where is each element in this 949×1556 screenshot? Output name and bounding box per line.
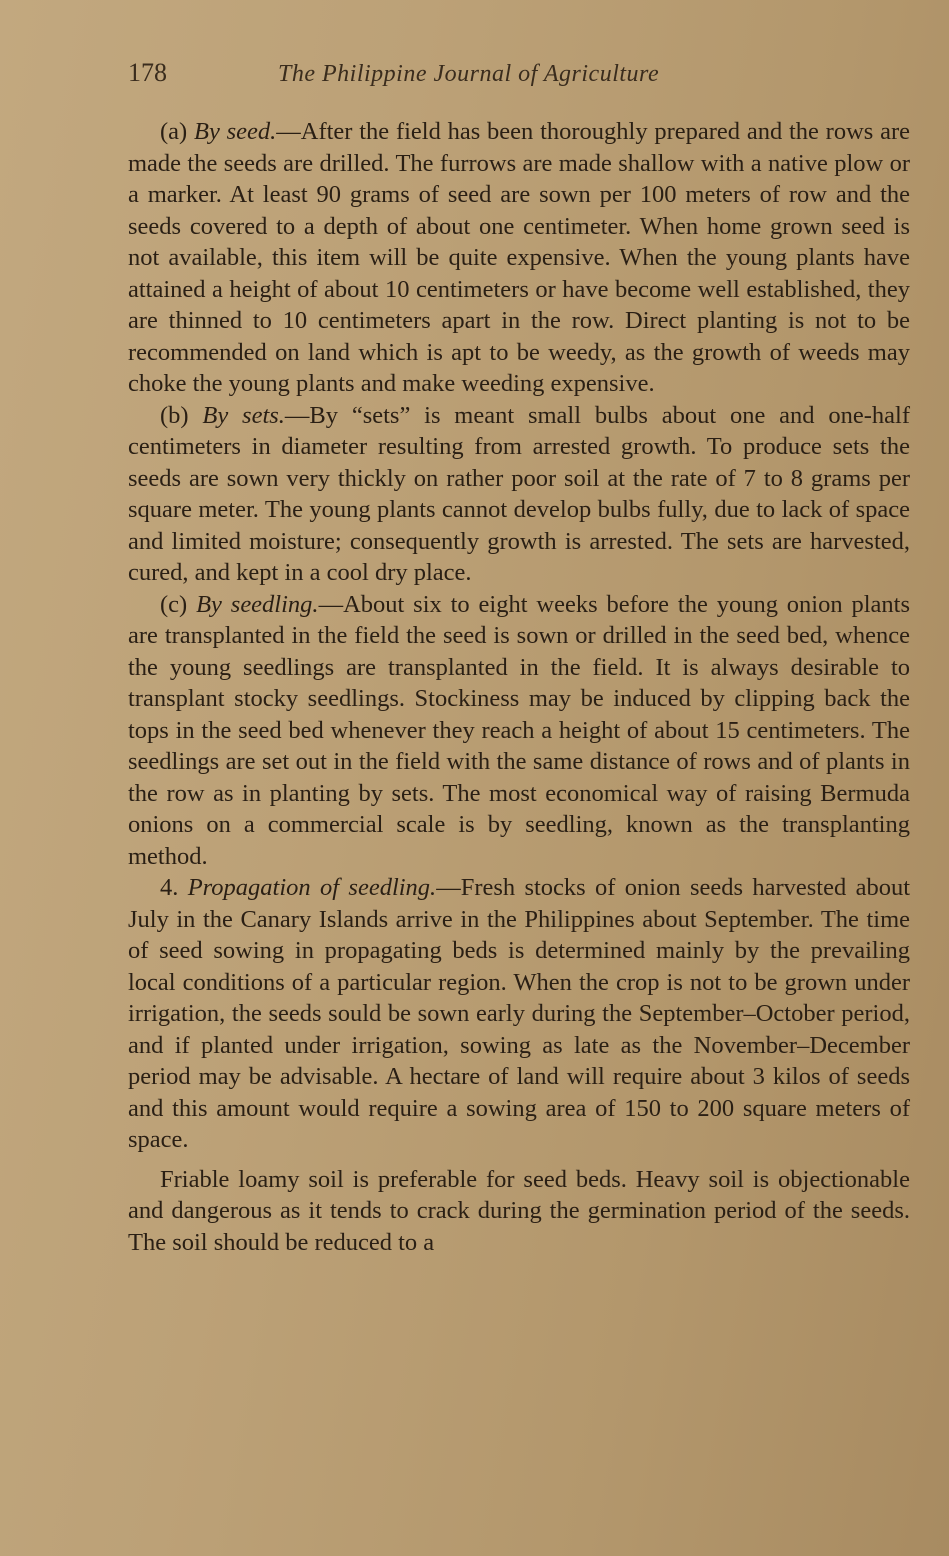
paragraph-heading: By seedling. (196, 590, 319, 618)
paragraph-heading: Propagation of seedling. (187, 874, 437, 901)
paragraph-marker: 4. (160, 874, 179, 901)
paragraph-text: —About six to eight weeks before the young onion plants are transplanted in the field the seed is sown or drilled in the seed bed, whence the young seedlings are transplanted in the field. It is always desirable to transplant stocky seedlings. Stockiness may be induced by clipping back the tops in the seed bed whenever they reach a height of about 15 centimeters. The seedlings are set out in the field with the same distance of rows and of plants in the row as in planting by sets. The most economical way of raising Bermuda onions on a commercial scale is by seedling, known as the transplanting method. (128, 590, 910, 870)
paragraph-by-sets (128, 400, 910, 589)
paragraph-propagation-of-seedling (128, 872, 910, 1156)
paragraph-marker: (a) (160, 118, 188, 145)
page-header (128, 58, 910, 92)
paragraph-text: Friable loamy soil is preferable for seed beds. Heavy soil is objectionable and dangerous as it tends to crack during the germination period of the seeds. The soil should be reduced to a (128, 1165, 910, 1256)
paragraph-heading: By seed. (193, 118, 277, 145)
paragraph-text: —By “sets” is meant small bulbs about one and one-half centimeters in diameter resulting from arrested growth. To produce sets the seeds are sown very thickly on rather poor soil at the rate of 7 to 8 grams per square meter. The young plants cannot develop bulbs fully, due to lack of space and limited moisture; consequently growth is arrested. The sets are harvested, cured, and kept in a cool dry place. (128, 401, 910, 586)
paragraph-marker: (c) (160, 590, 188, 618)
paragraph-marker: (b) (160, 401, 189, 429)
paragraph-text: —Fresh stocks of onion seeds harvested about July in the Canary Islands arrive in the Philippines about September. The time of seed sowing in propagating beds is determined mainly by the prevailing local conditions of a particular region. When the crop is not to be grown under irrigation, the seeds sould be sown early during the September–October period, and if planted under irrigation, sowing as late as the November–December period may be advisable. A hectare of land will require about 3 kilos of seeds and this amount would require a sowing area of 150 to 200 square meters of space. (128, 874, 910, 1153)
paragraph-heading: By sets. (202, 401, 285, 429)
paragraph-text: —After the field has been thoroughly prepared and the rows are made the seeds are drilled. The furrows are made shallow with a native plow or a marker. At least 90 grams of seed are sown per 100 meters of row and the seeds covered to a depth of about one centimeter. When home grown seed is not available, this item will be quite expensive. When the young plants have attained a height of about 10 centimeters or have become well established, they are thinned to 10 centimeters apart in the row. Direct planting is not to be recommended on land which is apt to be weedy, as the growth of weeds may choke the young plants and make weeding expensive. (128, 118, 911, 397)
journal-page (128, 58, 910, 1258)
page-number: 178 (128, 58, 167, 87)
running-head: The Philippine Journal of Agriculture (278, 61, 660, 87)
paragraph-seed-bed-soil (128, 1164, 910, 1259)
paragraph-by-seed (128, 116, 910, 400)
paragraph-by-seedling (128, 589, 910, 873)
